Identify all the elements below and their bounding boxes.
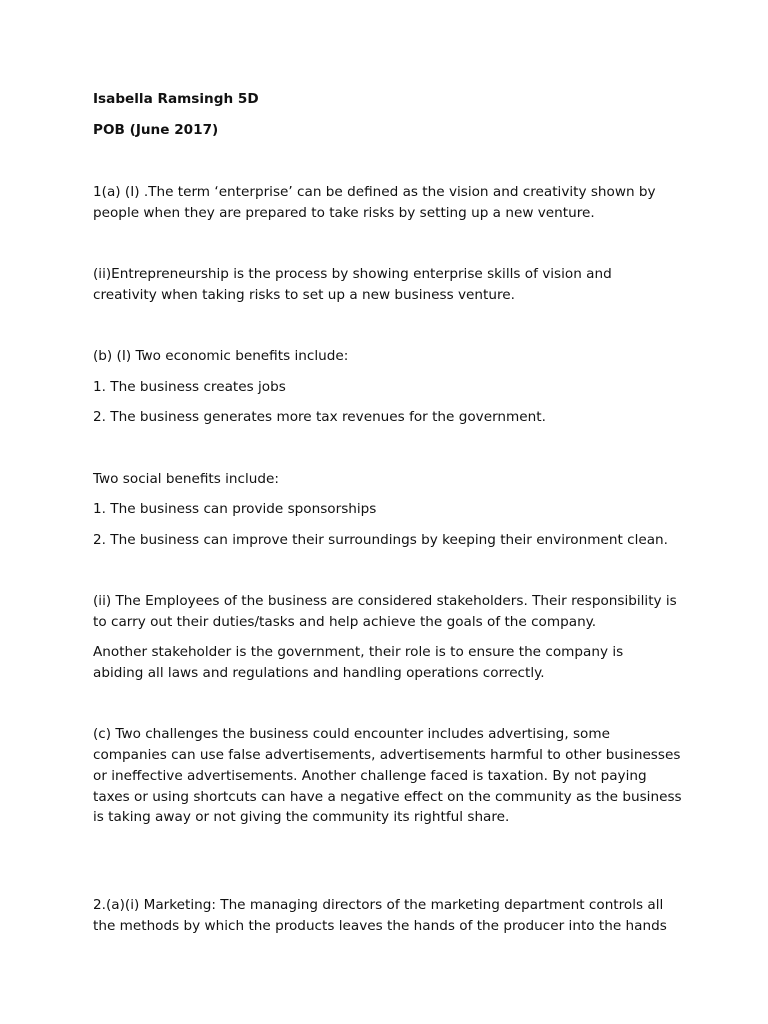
q2a-i-line-1: 2.(a)(i) Marketing: The managing directors of the marketing department controls all: [93, 897, 664, 913]
document-subject: POB (June 2017): [93, 122, 219, 138]
economic-benefit-2: 2. The business generates more tax revenues for the government.: [93, 409, 546, 425]
q1b-ii-para1-line-2: to carry out their duties/tasks and help achieve the goals of the company.: [93, 614, 597, 630]
social-benefit-2: 2. The business can improve their surroundings by keeping their environment clean.: [93, 532, 668, 548]
q1c-line-3: or ineffective advertisements. Another challenge faced is taxation. By not paying: [93, 768, 647, 784]
q1b-i-heading: (b) (I) Two economic benefits include:: [93, 348, 349, 364]
student-name: Isabella Ramsingh 5D: [93, 91, 259, 107]
q1b-ii-para2-line-1: Another stakeholder is the government, their role is to ensure the company is: [93, 644, 624, 660]
q1b-ii-para2-line-2: abiding all laws and regulations and handling operations correctly.: [93, 665, 545, 681]
q1c-line-1: (c) Two challenges the business could encounter includes advertising, some: [93, 726, 610, 742]
q1a-i-line-1: 1(a) (I) .The term ‘enterprise’ can be defined as the vision and creativity shown by: [93, 184, 656, 200]
q1c-line-4: taxes or using shortcuts can have a negative effect on the community as the business: [93, 789, 682, 805]
social-benefits-heading: Two social benefits include:: [93, 471, 279, 487]
q1a-ii-line-1: (ii)Entrepreneurship is the process by showing enterprise skills of vision and: [93, 266, 612, 282]
q1a-i-line-2: people when they are prepared to take risks by setting up a new venture.: [93, 205, 595, 221]
q1c-line-5: is taking away or not giving the community its rightful share.: [93, 809, 510, 825]
q1c-line-2: companies can use false advertisements, advertisements harmful to other businesses: [93, 747, 681, 763]
economic-benefit-1: 1. The business creates jobs: [93, 379, 286, 395]
q1b-ii-para1-line-1: (ii) The Employees of the business are considered stakeholders. Their responsibility is: [93, 593, 677, 609]
q1a-ii-line-2: creativity when taking risks to set up a new business venture.: [93, 287, 515, 303]
q2a-i-line-2: the methods by which the products leaves the hands of the producer into the hands: [93, 918, 667, 934]
social-benefit-1: 1. The business can provide sponsorships: [93, 501, 377, 517]
